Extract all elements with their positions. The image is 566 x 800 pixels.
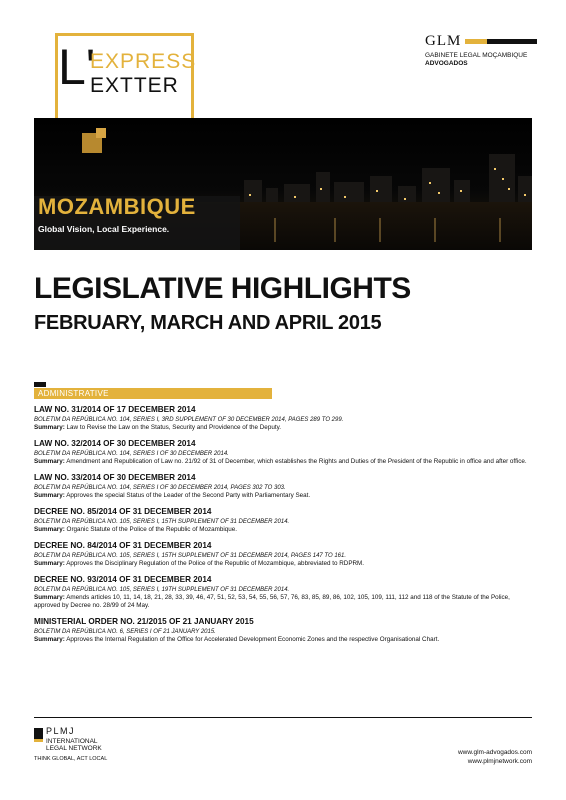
summary-text: Approves the Disciplinary Regulation of the Police of the Republic of Mozambique, abbreviated to RDPRM. — [64, 560, 365, 567]
glm-subtitle2: ADVOGADOS — [425, 60, 468, 67]
summary-text: Approves the special Status of the Leader of the Second Party with Parliamentary Seat. — [64, 492, 311, 499]
summary-label: Summary: — [34, 526, 65, 533]
footer-links — [458, 748, 532, 766]
plmj-line1: INTERNATIONAL — [46, 738, 98, 745]
plmj-slogan: THINK GLOBAL, ACT LOCAL — [34, 756, 108, 762]
entry-title: DECREE NO. 93/2014 OF 31 DECEMBER 2014 — [34, 575, 212, 584]
entry-title: LAW NO. 32/2014 OF 30 DECEMBER 2014 — [34, 439, 196, 448]
plmj-logo-text: PLMJ — [46, 726, 76, 736]
glm-logo — [425, 33, 537, 68]
summary-text: Amendment and Republication of Law no. 21/92 of 31 of December, which establishes the Rights and Duties of the President of the Republic in office and after office. — [64, 458, 527, 465]
entry-title: LAW NO. 31/2014 OF 17 DECEMBER 2014 — [34, 405, 196, 414]
plmj-line2: LEGAL NETWORK — [46, 745, 102, 752]
entry-reference: BOLETIM DA REPÚBLICA NO. 105, SERIES I, 15TH SUPPLEMENT OF 31 DECEMBER 2014. — [34, 519, 290, 525]
entry-reference: BOLETIM DA REPÚBLICA NO. 104, SERIES I, 3RD SUPPLEMENT OF 30 DECEMBER 2014, PAGES 289 TO 299. — [34, 417, 344, 423]
summary-text: Organic Statute of the Police of the Republic of Mozambique. — [64, 526, 238, 533]
glm-subtitle: GABINETE LEGAL MOÇAMBIQUE — [425, 52, 528, 59]
entry-summary — [34, 492, 532, 500]
summary-label: Summary: — [34, 458, 65, 465]
entry-reference: BOLETIM DA REPÚBLICA NO. 104, SERIES I OF 30 DECEMBER 2014. — [34, 451, 229, 457]
entry-reference: BOLETIM DA REPÚBLICA NO. 6, SERIES I OF 21 JANUARY 2015. — [34, 629, 216, 635]
legislation-entry — [34, 541, 532, 568]
legislation-entry — [34, 473, 532, 500]
entry-reference: BOLETIM DA REPÚBLICA NO. 105, SERIES I, 19TH SUPPLEMENT OF 31 DECEMBER 2014. — [34, 587, 290, 593]
summary-label: Summary: — [34, 492, 65, 499]
legislation-entry — [34, 439, 532, 466]
summary-text: Law to Revise the Law on the Status, Security and Providence of the Deputy. — [64, 424, 281, 431]
entry-title: DECREE NO. 84/2014 OF 31 DECEMBER 2014 — [34, 541, 212, 550]
legislation-list — [34, 405, 532, 651]
entry-summary — [34, 560, 532, 568]
page-subtitle: FEBRUARY, MARCH AND APRIL 2015 — [34, 312, 382, 334]
summary-label: Summary: — [34, 560, 65, 567]
plmj-network — [46, 738, 102, 752]
summary-text: Amends articles 10, 11, 14, 18, 21, 28, 33, 39, 46, 47, 51, 52, 53, 54, 55, 56, 57, 76, 83, 85, 89, 86, 102, 105, 109, 111, 112 and 118 of the Statute of the Police, approved by Decree no. 28/99 of 24 May. — [34, 594, 510, 609]
logo-express: EXPRESS — [90, 50, 197, 73]
summary-label: Summary: — [34, 594, 65, 601]
section-label: ADMINISTRATIVE — [38, 389, 109, 398]
tagline: Global Vision, Local Experience. — [38, 224, 170, 234]
entry-title: MINISTERIAL ORDER NO. 21/2015 OF 21 JANUARY 2015 — [34, 617, 254, 626]
entry-title: LAW NO. 33/2014 OF 30 DECEMBER 2014 — [34, 473, 196, 482]
footer-divider — [34, 717, 532, 718]
summary-label: Summary: — [34, 424, 65, 431]
page-title: LEGISLATIVE HIGHLIGHTS — [34, 272, 411, 305]
section-marker — [34, 382, 46, 387]
legislation-entry — [34, 575, 532, 610]
legislation-entry — [34, 617, 532, 644]
glm-bar — [465, 39, 537, 44]
glm-url-link[interactable]: www.glm-advogados.com — [457, 749, 532, 756]
entry-summary — [34, 424, 532, 432]
entry-reference: BOLETIM DA REPÚBLICA NO. 105, SERIES I, 15TH SUPPLEMENT OF 31 DECEMBER 2014, PAGES 147 TO 161. — [34, 553, 347, 559]
plmj-url-link[interactable]: www.plmjnetwork.com — [467, 758, 532, 765]
entry-summary — [34, 636, 532, 644]
logo-exter: EXTTER — [90, 74, 179, 97]
country-title: MOZAMBIQUE — [38, 194, 196, 219]
summary-label: Summary: — [34, 636, 65, 643]
entry-summary — [34, 526, 532, 534]
entry-title: DECREE NO. 85/2014 OF 31 DECEMBER 2014 — [34, 507, 212, 516]
glm-title: GLM — [425, 33, 462, 49]
entry-summary — [34, 458, 532, 466]
legislation-entry — [34, 507, 532, 534]
summary-text: Approves the Internal Regulation of the Office for Accelerated Development Economic Zones and the respective Organisational Chart. — [64, 636, 440, 643]
entry-summary — [34, 594, 532, 610]
logo-letter: L' — [58, 39, 96, 95]
entry-reference: BOLETIM DA REPÚBLICA NO. 104, SERIES I OF 30 DECEMBER 2014, PAGES 302 TO 303. — [34, 485, 286, 491]
gold-square-small — [96, 128, 106, 138]
plmj-logo-mark — [34, 728, 43, 742]
legislation-entry — [34, 405, 532, 432]
